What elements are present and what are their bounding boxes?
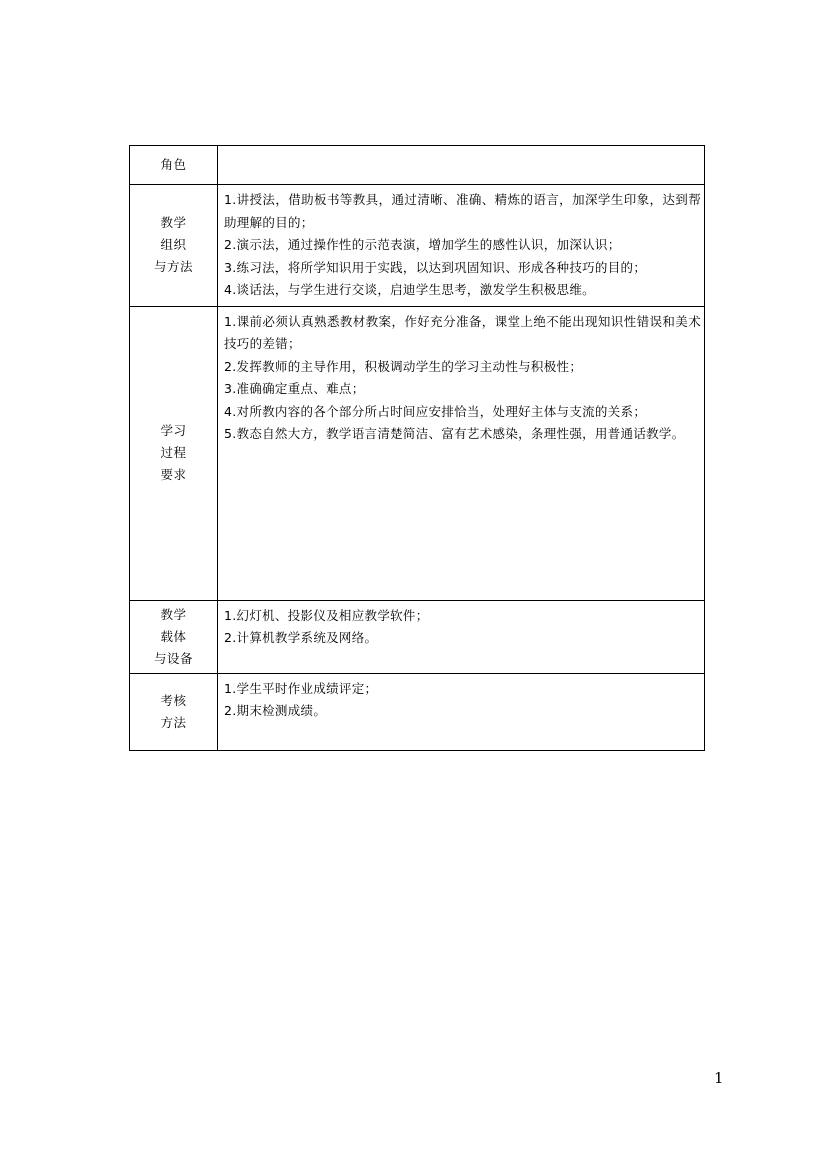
list-item: 4.谈话法，与学生进行交谈，启迪学生思考，激发学生积极思维。 — [224, 282, 595, 297]
list-item: 4.对所教内容的各个部分所占时间应安排恰当，处理好主体与支流的关系； — [224, 403, 647, 419]
course-info-table — [129, 145, 705, 751]
page-number: 1 — [714, 1069, 724, 1087]
row-label-line: 与方法 — [153, 259, 193, 275]
row-label-line: 教学 — [160, 606, 187, 622]
row-label-learning-requirements — [130, 306, 218, 600]
list-item: 2.计算机教学系统及网络。 — [224, 630, 378, 645]
list-item: 1.讲授法，借助板书等教具，通过清晰、准确、精炼的语言，加深学生印象，达到帮助理解的目的； — [224, 192, 701, 230]
list-item: 5.教态自然大方，教学语言清楚简洁、富有艺术感染，条理性强，用普通话教学。 — [224, 426, 685, 441]
row-label-line: 组织 — [160, 237, 187, 253]
list-item: 3.准确确定重点、难点； — [224, 381, 365, 396]
list-item: 2.发挥教师的主导作用，积极调动学生的学习主动性与积极性； — [224, 358, 583, 374]
list-item: 2.期末检测成绩。 — [224, 703, 327, 718]
row-label-line: 学习 — [160, 423, 187, 438]
row-label-line: 载体 — [160, 628, 187, 644]
row-label-line: 方法 — [160, 714, 187, 730]
row-content-learning-requirements — [218, 306, 705, 600]
table-row-assessment — [130, 673, 705, 750]
row-label-line: 要求 — [160, 467, 187, 482]
row-content-teaching-equipment — [218, 600, 705, 673]
row-content-role — [218, 146, 705, 185]
row-label-role — [130, 146, 218, 185]
row-content-teaching-methods — [218, 185, 705, 307]
row-label-line: 与设备 — [153, 650, 193, 666]
row-label-line: 过程 — [160, 445, 187, 460]
row-label-teaching-methods — [130, 185, 218, 307]
table-row-learning-requirements — [130, 306, 705, 600]
table-row-teaching-methods — [130, 185, 705, 307]
table-row-teaching-equipment — [130, 600, 705, 673]
list-item: 2.演示法，通过操作性的示范表演，增加学生的感性认识，加深认识； — [224, 237, 621, 252]
row-content-assessment — [218, 673, 705, 750]
list-item: 3.练习法，将所学知识用于实践，以达到巩固知识、形成各种技巧的目的； — [224, 259, 647, 275]
table-row-role — [130, 146, 705, 185]
list-item: 1.幻灯机、投影仪及相应教学软件； — [224, 607, 429, 623]
list-item: 1.学生平时作业成绩评定； — [224, 680, 378, 696]
row-label-assessment — [130, 673, 218, 750]
list-item: 1.课前必须认真熟悉教材教案，作好充分准备，课堂上绝不能出现知识性错误和美术技巧的差错； — [224, 313, 701, 351]
row-label-line: 角色 — [160, 157, 187, 172]
row-label-teaching-equipment — [130, 600, 218, 673]
row-label-line: 考核 — [160, 692, 187, 708]
row-label-line: 教学 — [160, 215, 187, 231]
